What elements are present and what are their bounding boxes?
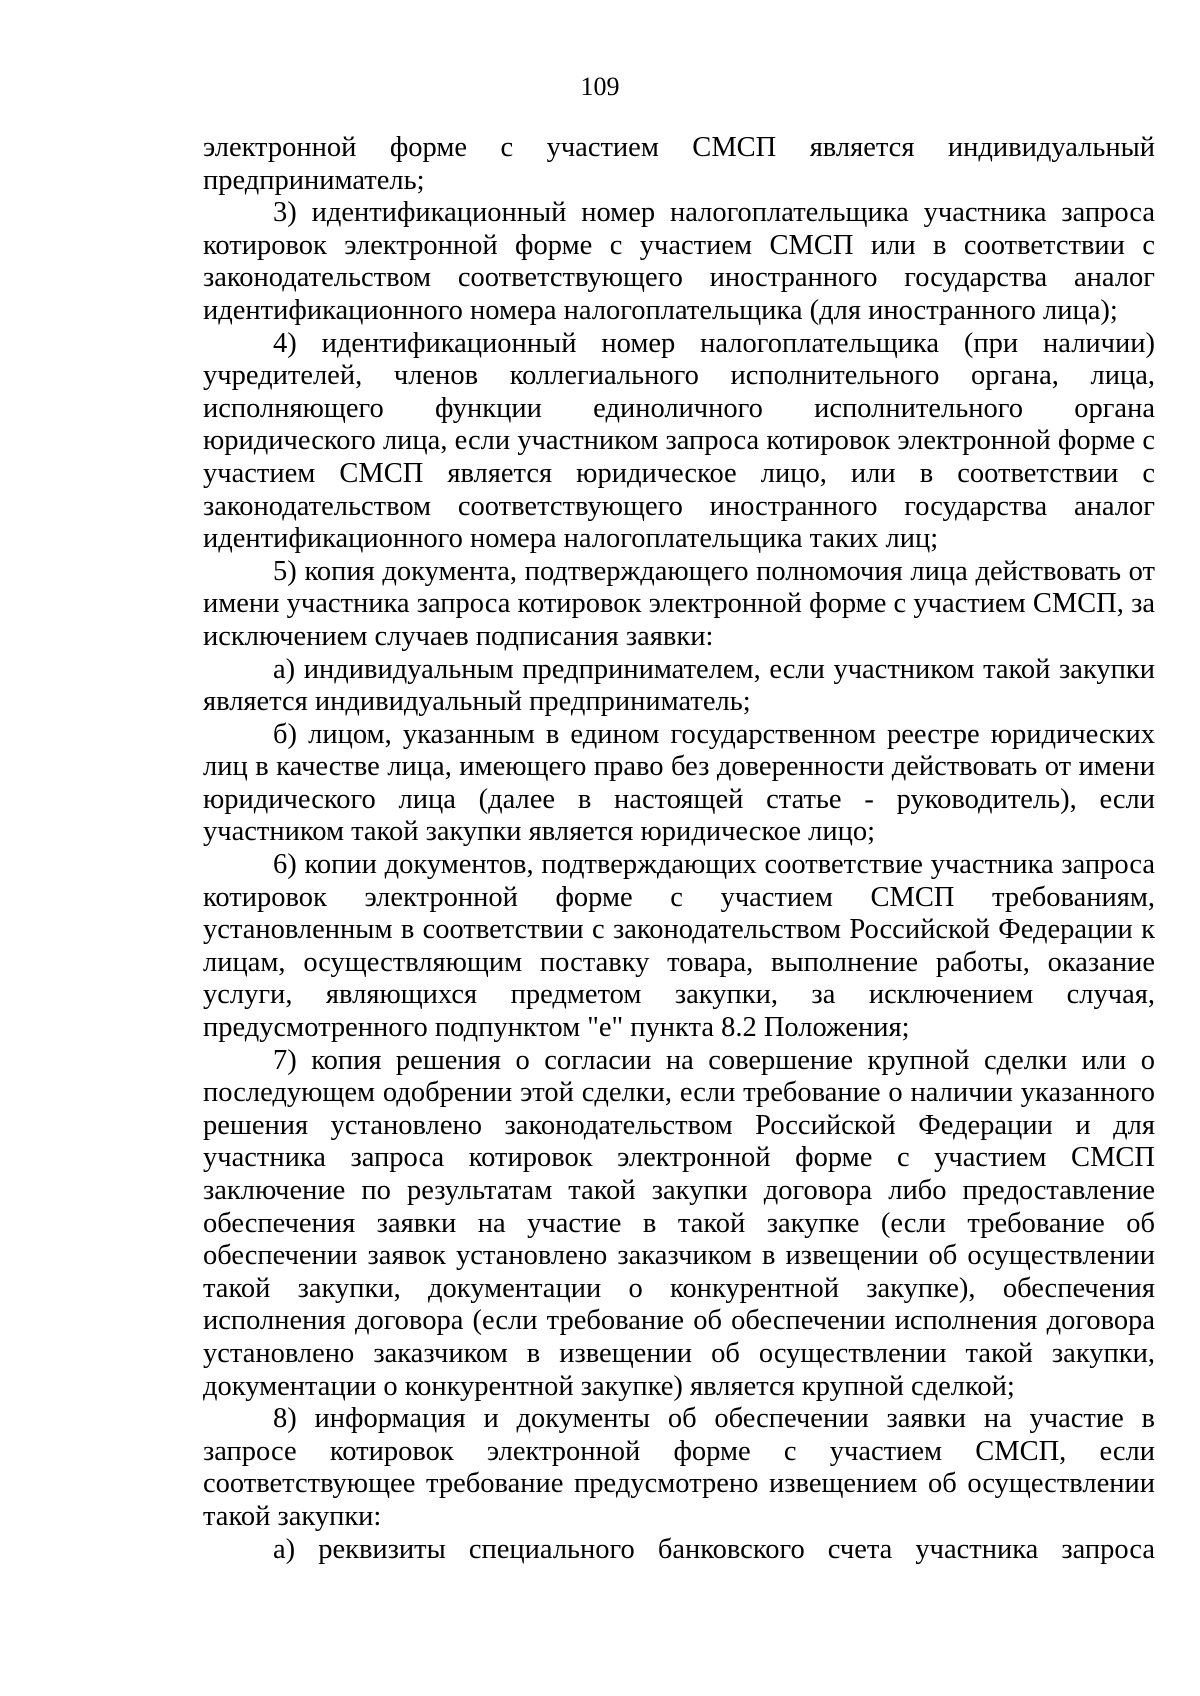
paragraph: б) лицом, указанным в едином государственном реестре юридических лиц в качестве лица, имеющего право без доверенности действовать от имени юридического лица (далее в настоящей статье - руководитель), если участником такой закупки является юридическое лицо;	[203, 718, 1155, 848]
paragraph: 8) информация и документы об обеспечении заявки на участие в запросе котировок электронной форме с участием СМСП, если соответствующее требование предусмотрено извещением об осуществлении такой закупки:	[203, 1403, 1155, 1532]
paragraph: 3) идентификационный номер налогоплательщика участника запроса котировок электронной форме с участием СМСП или в соответствии с законодательством соответствующего иностранного государства аналог идентификационного номера налогоплательщика (для иностранного лица);	[203, 197, 1155, 326]
paragraph: 6) копии документов, подтверждающих соответствие участника запроса котировок электронной форме с участием СМСП требованиям, установленным в соответствии с законодательством Российской Федерации к лицам, осуществляющим поставку товара, выполнение работы, оказание услуги, являющихся предметом закупки, за исключением случая, предусмотренного подпунктом "е" пункта 8.2 Положения;	[203, 849, 1155, 1044]
paragraph: а) индивидуальным предпринимателем, если участником такой закупки является индивидуальный предприниматель;	[203, 653, 1155, 718]
paragraph: 7) копия решения о согласии на совершение крупной сделки или о последующем одобрении этой сделки, если требование о наличии указанного решения установлено законодательством Российской Федерации и для участника запроса котировок электронной форме с участием СМСП заключение по результатам такой закупки договора либо предоставление обеспечения заявки на участие в такой закупке (если требование об обеспечении заявок установлено заказчиком в извещении об осуществлении такой закупки, документации о конкурентной закупке), обеспечения исполнения договора (если требование об обеспечении исполнения договора установлено заказчиком в извещении об осуществлении такой закупки, документации о конкурентной закупке) является крупной сделкой;	[203, 1044, 1155, 1402]
paragraph: электронной форме с участием СМСП является индивидуальный предприниматель;	[203, 132, 1155, 196]
document-body	[203, 132, 1155, 1566]
paragraph: 4) идентификационный номер налогоплательщика (при наличии) учредителей, членов коллегиального исполнительного органа, лица, исполняющего функции единоличного исполнительного органа юридического лица, если участником запроса котировок электронной форме с участием СМСП является юридическое лицо, или в соответствии с законодательством соответствующего иностранного государства аналог идентификационного номера налогоплательщика таких лиц;	[203, 327, 1155, 555]
paragraph: а) реквизиты специального банковского счета участника запроса	[273, 1533, 1155, 1565]
paragraph: 5) копия документа, подтверждающего полномочия лица действовать от имени участника запроса котировок электронной форме с участием СМСП, за исключением случаев подписания заявки:	[203, 555, 1155, 652]
page-number: 109	[580, 72, 620, 101]
